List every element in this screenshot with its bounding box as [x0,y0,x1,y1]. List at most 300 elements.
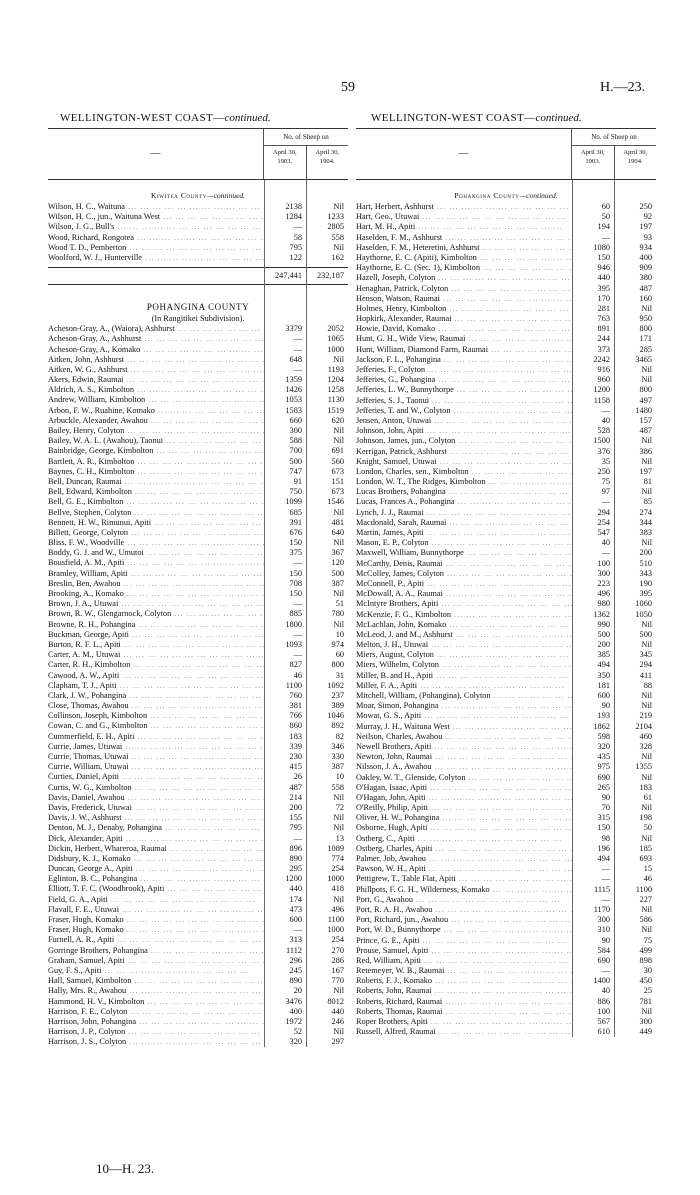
table-row [48,1037,348,1047]
owner-name: Bousfield, A. M., Apiti ... . [48,558,264,568]
owner-name: Denton, M. J., Denaby, Pohangina ... . [48,823,264,833]
sheep-1903: — [601,894,610,904]
sheep-1904: 183 [639,782,652,792]
sheep-1903: 52 [293,1027,302,1037]
table-row [48,233,348,243]
sheep-1903: 1053 [285,395,302,405]
sheep-1904: Nil [641,619,652,629]
sheep-1904: 227 [639,894,652,904]
sheep-1903: 890 [289,976,302,986]
table-row [48,925,348,935]
sheep-1903: 763 [597,314,610,324]
right-column [356,128,656,1037]
table-row [48,1017,348,1027]
owner-name: Murray, J. H., Waituna West ... . [356,722,572,732]
table-row [356,263,656,273]
sheep-1904: 30 [643,966,652,976]
sheep-1903: 40 [601,986,610,996]
sheep-1903: 1359 [285,375,302,385]
owner-name: Oliver, H. W., Pohangina ... . [356,813,572,823]
sheep-1903: 174 [289,894,302,904]
owner-name: Knight, Samuel, Utuwai ... . [356,457,572,467]
table-row [48,742,348,752]
owner-name: Neilson, Charles, Awahou ... . [356,732,572,742]
sheep-1903: 50 [601,212,610,222]
owner-name: Arbon, F. W., Ruahine, Komako ... . [48,406,264,416]
sheep-1904: 974 [331,639,344,649]
table-row [356,559,656,569]
sheep-1903: 496 [597,589,610,599]
owner-name: Fraser, Hugh, Komako ... . [48,915,264,925]
sheep-1904: 151 [331,476,344,486]
sheep-1903: 1500 [593,436,610,446]
owner-name: Jackson, F. L., Pohangina ... . [356,355,572,365]
table-row [356,457,656,467]
owner-name: Buckman, George, Apiti ... . [48,630,264,640]
sheep-1904: 1092 [327,680,344,690]
sheep-1904: 250 [639,202,652,211]
owner-name: Roberts, F. J., Komako ... . [356,976,572,986]
sheep-1904: 774 [331,853,344,863]
sheep-1904: 673 [331,466,344,476]
owner-name: McLachlan, John, Komako ... . [356,620,572,630]
sheep-1903: 3379 [285,324,302,334]
owner-name: Harrison, J. S., Colyton ... . [48,1037,264,1047]
owner-name: Lynch, J. J., Raumai ... . [356,508,572,518]
sheep-1904: 346 [331,741,344,751]
sheep-1903: 500 [597,629,610,639]
table-row [48,721,348,731]
table-row [356,304,656,314]
owner-name: Miers, Wilhelm, Colyton ... . [356,660,572,670]
table-row [48,457,348,467]
sheep-1904: 246 [331,1016,344,1026]
sheep-1904: 1000 [327,874,344,884]
sheep-1903: 91 [293,476,302,486]
sheep-1904: 691 [331,446,344,456]
table-row [48,1007,348,1017]
sheep-1904: 92 [643,212,652,222]
sheep-1903: 90 [601,701,610,711]
table-row [356,711,656,721]
table-row [356,253,656,263]
sheep-1903: 600 [597,691,610,700]
table-row [356,986,656,996]
table-row [356,508,656,518]
owner-name: Curties, Daniel, Apiti ... . [48,772,264,782]
table-row [48,375,348,385]
sheep-1903: 244 [597,334,610,344]
sheep-1904: 254 [331,864,344,874]
table-row [48,558,348,568]
sheep-1903: 320 [289,1037,302,1047]
table-row [356,630,656,640]
owner-name: Jefferies, L. W., Bunnythorpe ... . [356,385,572,395]
owner-name: Cummerfield, E. H., Apiti ... . [48,732,264,742]
table-row [48,783,348,793]
sheep-1904: 500 [639,629,652,639]
sheep-1903: — [293,344,302,354]
owner-name: Henaghan, Patrick, Colyton ... . [356,284,572,294]
col-1903-header: April 30, 1903. [272,149,297,165]
table-row [356,610,656,620]
table-row [356,212,656,222]
table-row [356,620,656,630]
sheep-1903: 200 [597,640,610,650]
owner-name: Oakley, W. T., Glenside, Colyton ... . [356,773,572,783]
sheep-1904: 72 [335,802,344,812]
table-row [356,426,656,436]
sheep-1904: 395 [639,589,652,599]
sheep-1903: 1170 [593,904,610,914]
sheep-1904: 270 [331,945,344,955]
sheep-1903: 196 [597,843,610,853]
owner-name: Billett, George, Colyton ... . [48,528,264,538]
owner-name: Brooking, A., Komako ... . [48,589,264,599]
sheep-1904: 198 [639,813,652,823]
owner-name: Brown, J. A., Utuwai ... . [48,599,264,609]
sheep-1904: 800 [639,324,652,334]
sheep-1904: 162 [331,252,344,262]
owner-name: Curtis, W. G., Kimbolton ... . [48,783,264,793]
sheep-1903: 155 [289,813,302,823]
sheep-1903: 1400 [593,976,610,986]
sheep-1904: 449 [639,1027,652,1037]
sheep-1904: Nil [641,1006,652,1016]
sheep-1903: 1115 [594,884,610,894]
sheep-1904: Nil [641,487,652,497]
sheep-1904: 297 [331,1037,344,1047]
owner-name: Bellve, Stephen, Colyton ... . [48,508,264,518]
owner-name: Bell, G. E., Kimbolton ... . [48,497,264,507]
sheep-1904: Nil [641,752,652,762]
sheep-1903: — [293,629,302,639]
owner-name: Jensen, Anton, Utuwai ... . [356,416,572,426]
owner-name: Wood T. D., Pemberton ... . [48,243,264,253]
table-row [48,803,348,813]
owner-name: Arbuckle, Alexander, Awahou ... . [48,416,264,426]
table-row [48,935,348,945]
owner-name: Mowat, G. S., Apiti ... . [356,711,572,721]
owner-name: Collinson, Joseph, Kimbolton ... . [48,711,264,721]
header-dash: — [458,147,469,159]
owner-name: Furnell, A. R., Apiti ... . [48,935,264,945]
owner-name: Bailey, Henry, Colyton ... . [48,426,264,436]
owner-name: Currie, Thomas, Utuwai ... . [48,752,264,762]
sheep-1904: Nil [641,925,652,935]
sheep-1903: 600 [289,915,302,924]
sheep-1904: 892 [331,721,344,731]
sheep-1903: 46 [293,670,302,680]
owner-name: Davis, J. W., Ashhurst ... . [48,813,264,823]
owner-name: Martin, James, Apiti ... . [356,528,572,538]
sheep-1904: 934 [639,242,652,252]
owner-name: Hart, Geo., Utuwai ... . [356,212,572,222]
sheep-1904: 411 [639,670,652,680]
table-row [48,772,348,782]
owner-name: Wood, Richard, Rongotea ... . [48,233,264,243]
sheep-1903: 376 [597,446,610,456]
table-row [48,976,348,986]
owner-name: Harrison, J. P., Colyton ... . [48,1027,264,1037]
sheep-1904: 400 [639,252,652,262]
sheep-1904: 1000 [327,344,344,354]
sheep-1904: Nil [333,619,344,629]
total-row [48,267,348,285]
table-row [356,548,656,558]
table-row [356,355,656,365]
table-row [48,609,348,619]
sheep-1903: 415 [289,762,302,772]
sheep-1903: 194 [597,222,610,232]
sheep-1903: 500 [289,456,302,466]
table-row [48,864,348,874]
sheep-1904: 85 [643,497,652,507]
owner-name: Roberts, John, Raumai ... . [356,986,572,996]
section-heading-pohangina: POHANGINA COUNTY [146,302,250,313]
sheep-1903: — [293,925,302,935]
right-table-body [356,180,656,1037]
table-row [48,508,348,518]
owner-name: Ostberg, Charles, Apiti ... . [356,844,572,854]
owner-name: Wilson, H. C., Waituna ... . [48,202,264,212]
sheep-1904: 586 [639,915,652,925]
owner-name: Elliott, T. F. C. (Woodbrook), Apiti ... . [48,884,264,894]
left-table-body [48,180,348,1047]
table-row [48,548,348,558]
table-row [356,681,656,691]
table-row [356,660,656,670]
sheep-1904: 120 [331,558,344,568]
sheep-1904: Nil [641,691,652,700]
sheep-1903: — [601,405,610,415]
sheep-1903: 281 [597,303,610,313]
table-row [48,701,348,711]
table-row [48,202,348,212]
sheep-1904: 1046 [327,711,344,721]
sheep-1903: 150 [597,823,610,833]
owner-name: Ostberg, C., Apiti ... . [356,834,572,844]
sheep-1904: Nil [641,772,652,782]
table-row [48,569,348,579]
sheep-1904: 780 [331,609,344,619]
sheep-1903: — [293,599,302,609]
table-row [48,895,348,905]
owner-name: Acheson-Gray, A., Komako ... . [48,345,264,355]
sheep-1904: 46 [643,874,652,884]
owner-name: Hopkirk, Alexander, Raumai ... . [356,314,572,324]
table-row [356,752,656,762]
table-row [48,823,348,833]
sheep-1904: 254 [331,935,344,945]
sheep-1903: 395 [597,283,610,293]
table-row [356,844,656,854]
sheep-1904: 800 [639,385,652,395]
owner-name: Clark, J. W., Pohangina ... . [48,691,264,701]
table-row [356,671,656,681]
sheep-1903: 100 [597,1006,610,1016]
sheep-on-label: No. of Sheep on [572,129,656,146]
sheep-1903: 294 [597,507,610,517]
col-1903-header: April 30, 1903. [580,149,605,165]
sheep-1904: 487 [639,426,652,436]
table-row [48,446,348,456]
sheep-1904: 1355 [635,762,652,772]
sheep-1903: — [601,874,610,884]
col-1904-header: April 30, 1904. [614,146,657,179]
sheep-1904: Nil [641,375,652,385]
table-row [356,783,656,793]
table-row [48,966,348,976]
table-row [356,905,656,915]
table-row [356,528,656,538]
table-row [48,854,348,864]
sheep-1904: 387 [331,762,344,772]
table-row [48,681,348,691]
table-row [48,426,348,436]
owner-name: Clapham, T. J., Apiti ... . [48,681,264,691]
sheep-1903: 181 [597,680,610,690]
owner-name: Carter, R. H., Kimbolton ... . [48,660,264,670]
sheep-1903: 150 [289,568,302,578]
owner-name: Haselden, F. M., Heteretini, Ashhurst ... . [356,243,572,253]
table-row [48,518,348,528]
sheep-1903: 58 [293,232,302,242]
table-row [356,396,656,406]
table-row [48,253,348,263]
sheep-1904: 160 [639,293,652,303]
sheep-1904: 343 [639,568,652,578]
owner-name: Hall, Samuel, Kimbolton ... . [48,976,264,986]
sheep-1904: 82 [335,731,344,741]
sheep-1903: 315 [597,813,610,823]
sheep-1904: 51 [335,599,344,609]
sheep-1903: — [601,497,610,507]
table-row [48,752,348,762]
table-row [48,813,348,823]
section-subheading: (In Rangitikei Subdivision). [151,314,245,324]
sheep-1904: 274 [639,507,652,517]
owner-name: Miller, B. and H., Apiti ... . [356,671,572,681]
table-row [356,477,656,487]
table-row [48,732,348,742]
sheep-1903: 708 [289,578,302,588]
table-row [48,385,348,395]
sheep-1904: 510 [639,558,652,568]
sheep-1903: 40 [601,538,610,548]
owner-name: Bramley, William, Apiti ... . [48,569,264,579]
sheep-1904: 640 [331,527,344,537]
table-row [356,416,656,426]
table-row [48,844,348,854]
table-row [356,1027,656,1037]
sheep-1904: 500 [331,568,344,578]
table-row [356,895,656,905]
table-row [48,497,348,507]
owner-name: Close, Thomas, Awahou ... . [48,701,264,711]
owner-name: Phillpots, F. G. H., Wilderness, Komako ... . [356,885,572,895]
owner-name: Jefferies, T. and W., Colyton ... . [356,406,572,416]
sheep-1903: 2242 [593,354,610,364]
sheep-1903: 35 [601,456,610,466]
sheep-1903: 648 [289,354,302,364]
owner-name: Mitchell, William, (Pohangina), Colyton ... . [356,691,572,701]
owner-name: Jefferies, S. J., Taonui ... . [356,396,572,406]
sheep-1903: 1583 [285,405,302,415]
owner-name: Browne, R. H., Pohangina ... . [48,620,264,630]
sheep-1904: 898 [639,955,652,965]
table-row [48,671,348,681]
owner-name: Aldrich, A. S., Kimbolton ... . [48,385,264,395]
sheep-1903: 100 [597,558,610,568]
table-row [356,447,656,457]
table-row [356,202,656,212]
owner-name: Port, R. A. H., Awahou ... . [356,905,572,915]
sheep-1903: 2138 [285,202,302,211]
table-row [356,966,656,976]
owner-name: Dick, Alexander, Apiti ... . [48,834,264,844]
sheep-1903: 20 [293,986,302,996]
sheep-1904: 367 [331,548,344,558]
owner-name: Mason, E. P., Colyton ... . [356,538,572,548]
sheep-1904: 497 [639,395,652,405]
table-row [48,487,348,497]
sheep-1903: 310 [597,925,610,935]
owner-name: McColley, James, Colyton ... . [356,569,572,579]
owner-name: Moar, Simon, Pohangina ... . [356,701,572,711]
table-row [356,701,656,711]
sheep-1904: 383 [639,528,652,537]
table-row [356,691,656,701]
owner-name: Newell Brothers, Apiti ... . [356,742,572,752]
owner-name: London, Charles, sen., Kimbolton ... . [356,467,572,477]
sheep-1903: 300 [289,426,302,435]
sheep-1903: 494 [597,854,610,863]
sheep-on-label: No. of Sheep on [264,129,348,146]
table-row [48,650,348,660]
sheep-1903: 885 [289,609,302,619]
sheep-1904: 1065 [327,334,344,344]
sheep-1903: 946 [597,263,610,273]
total-1903: 247,441 [275,271,302,281]
sheep-1904: 93 [643,232,652,242]
table-row [48,406,348,416]
owner-name: Prouse, Samuel, Apiti ... . [356,946,572,956]
owner-name: Davis, Daniel, Awahou ... . [48,793,264,803]
sheep-1904: Nil [333,507,344,517]
owner-name: Pettigrew, T., Table Flat, Apiti ... . [356,874,572,884]
sheep-1904: 197 [639,466,652,476]
sheep-1903: 440 [597,273,610,283]
table-row [48,243,348,253]
sheep-1904: 1130 [327,395,344,405]
table-row [48,630,348,640]
table-row [356,732,656,742]
owner-name: Palmer, Job, Awahou ... . [356,854,572,864]
sheep-1904: 330 [331,752,344,761]
sheep-1904: 60 [335,650,344,660]
sheep-1903: 296 [289,955,302,965]
owner-name: Eglinton, B. C., Pohangina ... . [48,874,264,884]
sheep-1904: Nil [641,833,652,843]
col-1904-header: April 30, 1904. [306,146,349,179]
table-row [48,915,348,925]
sheep-1903: 60 [601,202,610,211]
sheep-1903: 150 [289,538,302,548]
owner-name: Nilsson, J. A., Awahou ... . [356,762,572,772]
sheep-1903: 230 [289,752,302,761]
owner-name: Osborne, Hugh, Apiti ... . [356,823,572,833]
